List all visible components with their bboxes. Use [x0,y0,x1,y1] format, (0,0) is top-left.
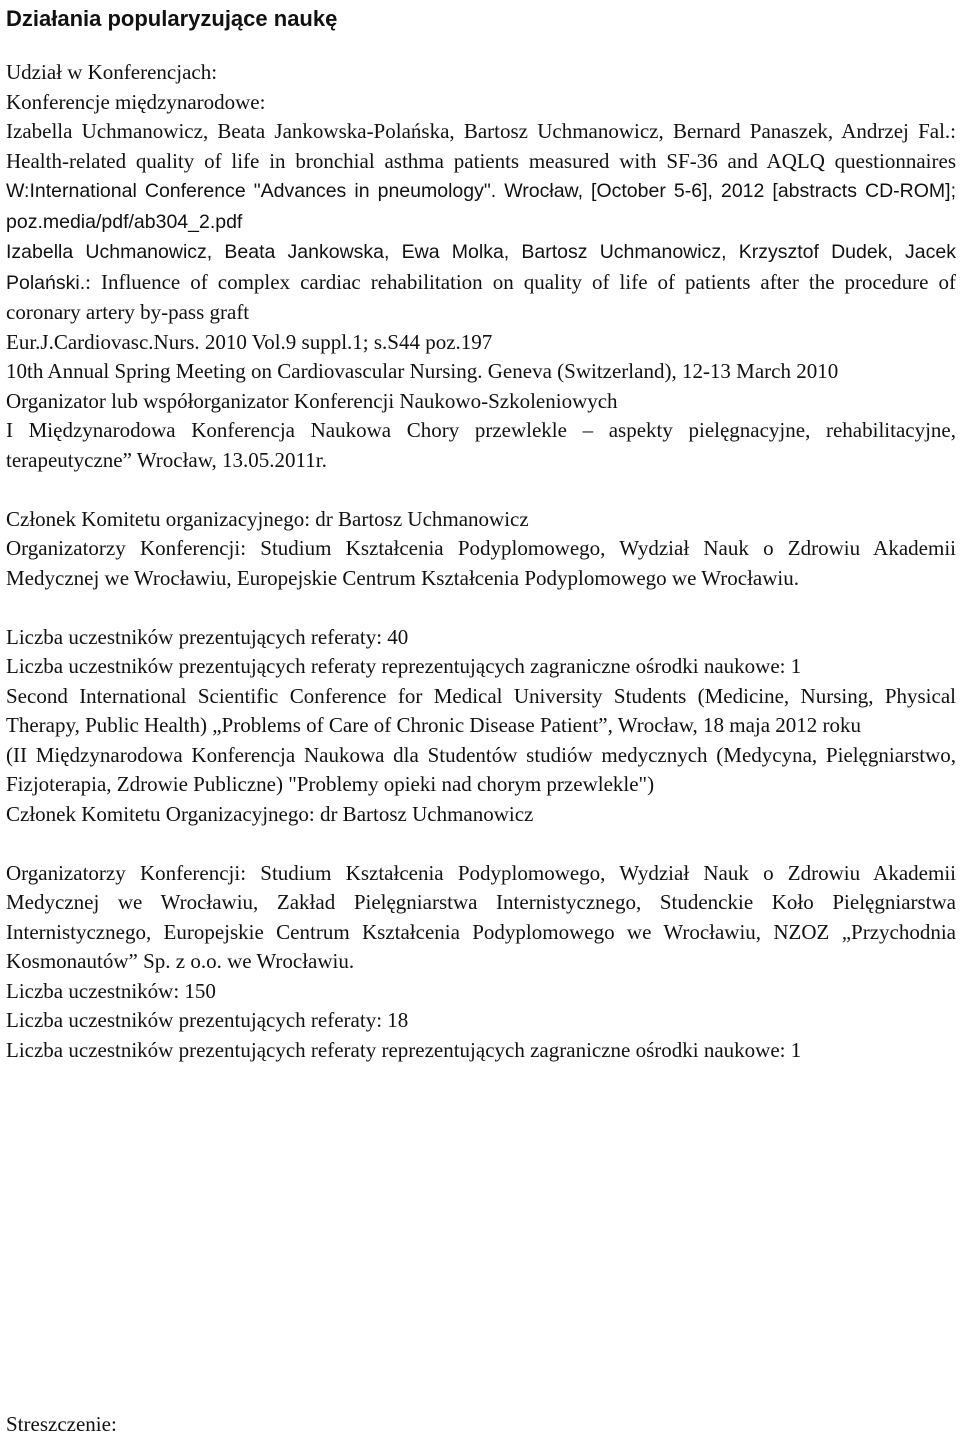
committee-2: Członek Komitetu Organizacyjnego: dr Bartosz Uchmanowicz [6,801,534,826]
conference-2-polish: (II Międzynarodowa Konferencja Naukowa dla Studentów studiów medycznych (Medycyna, Pielęgniarstwo, Fizjoterapia, Zdrowie Publiczne) "Problemy opieki nad chorym przewlekle") [6,742,956,796]
participants-2: Liczba uczestników: 150 [6,978,216,1003]
presenters-1: Liczba uczestników prezentujących referaty: 40 [6,624,409,649]
foreign-presenters-1: Liczba uczestników prezentujących referaty reprezentujących zagraniczne ośrodki naukowe: 1 [6,654,802,678]
entry-1-citation [6,117,956,237]
spacer [6,593,956,623]
abstract-label: Streszczenie: [6,1412,117,1436]
foreign-presenters-2: Liczba uczestników prezentujących referaty reprezentujących zagraniczne ośrodki naukowe: 1 [6,1037,802,1062]
entry-2-meeting: 10th Annual Spring Meeting on Cardiovascular Nursing. Geneva (Switzerland), 12-13 March 2010 [6,359,839,383]
participation-heading: Udział w Konferencjach: [6,60,218,84]
organizer-heading: Organizator lub współorganizator Konferencji Naukowo-Szkoleniowych [6,388,618,413]
conference-2: Second International Scientific Conference for Medical University Students (Medicine, Nursing, Physical Therapy, Public Health) „Problems of Care of Chronic Disease Patient”, Wrocław, 18 maja 2012 roku [6,683,956,737]
document-body [6,58,956,1065]
entry-2-authors: Izabella Uchmanowicz, Beata Jankowska, Ewa Molka, Bartosz Uchmanowicz, Krzysztof Dudek, Jacek Polański. [6,241,956,294]
page-title: Działania popularyzujące naukę [6,6,338,31]
entry-1-venue: W:International Conference "Advances in pneumology". Wrocław, [October 5-6], 2012 [abstracts CD-ROM]; poz.media/pdf/ab304_2.pdf [6,180,956,233]
organizers-1: Organizatorzy Konferencji: Studium Kształcenia Podyplomowego, Wydział Nauk o Zdrowiu Akademii Medycznej we Wrocławiu, Europejskie Centrum Kształcenia Podyplomowego we Wrocławiu. [6,536,956,590]
entry-2-title: : Influence of complex cardiac rehabilitation on quality of life of patients after the procedure of coronary artery by-pass graft [6,269,956,324]
entry-2-journal: Eur.J.Cardiovasc.Nurs. 2010 Vol.9 suppl.1; s.S44 poz.197 [6,329,493,354]
spacer [6,475,956,505]
conference-1: I Międzynarodowa Konferencja Naukowa Chory przewlekle – aspekty pielęgnacyjne, rehabilitacyjne, terapeutyczne” Wrocław, 13.05.2011r. [6,418,956,472]
organizers-2: Organizatorzy Konferencji: Studium Kształcenia Podyplomowego, Wydział Nauk o Zdrowiu Akademii Medycznej we Wrocławiu, Zakład Pielęgniarstwa Internistycznego, Studenckie Koło Pielęgniarstwa Internistycznego, Europejskie Centrum Kształcenia Podyplomowego we Wrocławiu, NZOZ „Przychodnia Kosmonautów” Sp. z o.o. we Wrocławiu. [6,860,956,973]
spacer [6,829,956,859]
committee-1: Członek Komitetu organizacyjnego: dr Bartosz Uchmanowicz [6,506,529,531]
presenters-2: Liczba uczestników prezentujących referaty: 18 [6,1008,409,1032]
entry-2-citation [6,237,956,328]
international-heading: Konferencje międzynarodowe: [6,89,266,114]
entry-1-authors-title: Izabella Uchmanowicz, Beata Jankowska-Polańska, Bartosz Uchmanowicz, Bernard Panaszek, Andrzej Fal.: Health-related quality of life in bronchial asthma patients measured with SF-36 and AQLQ questionnaires [6,119,956,173]
